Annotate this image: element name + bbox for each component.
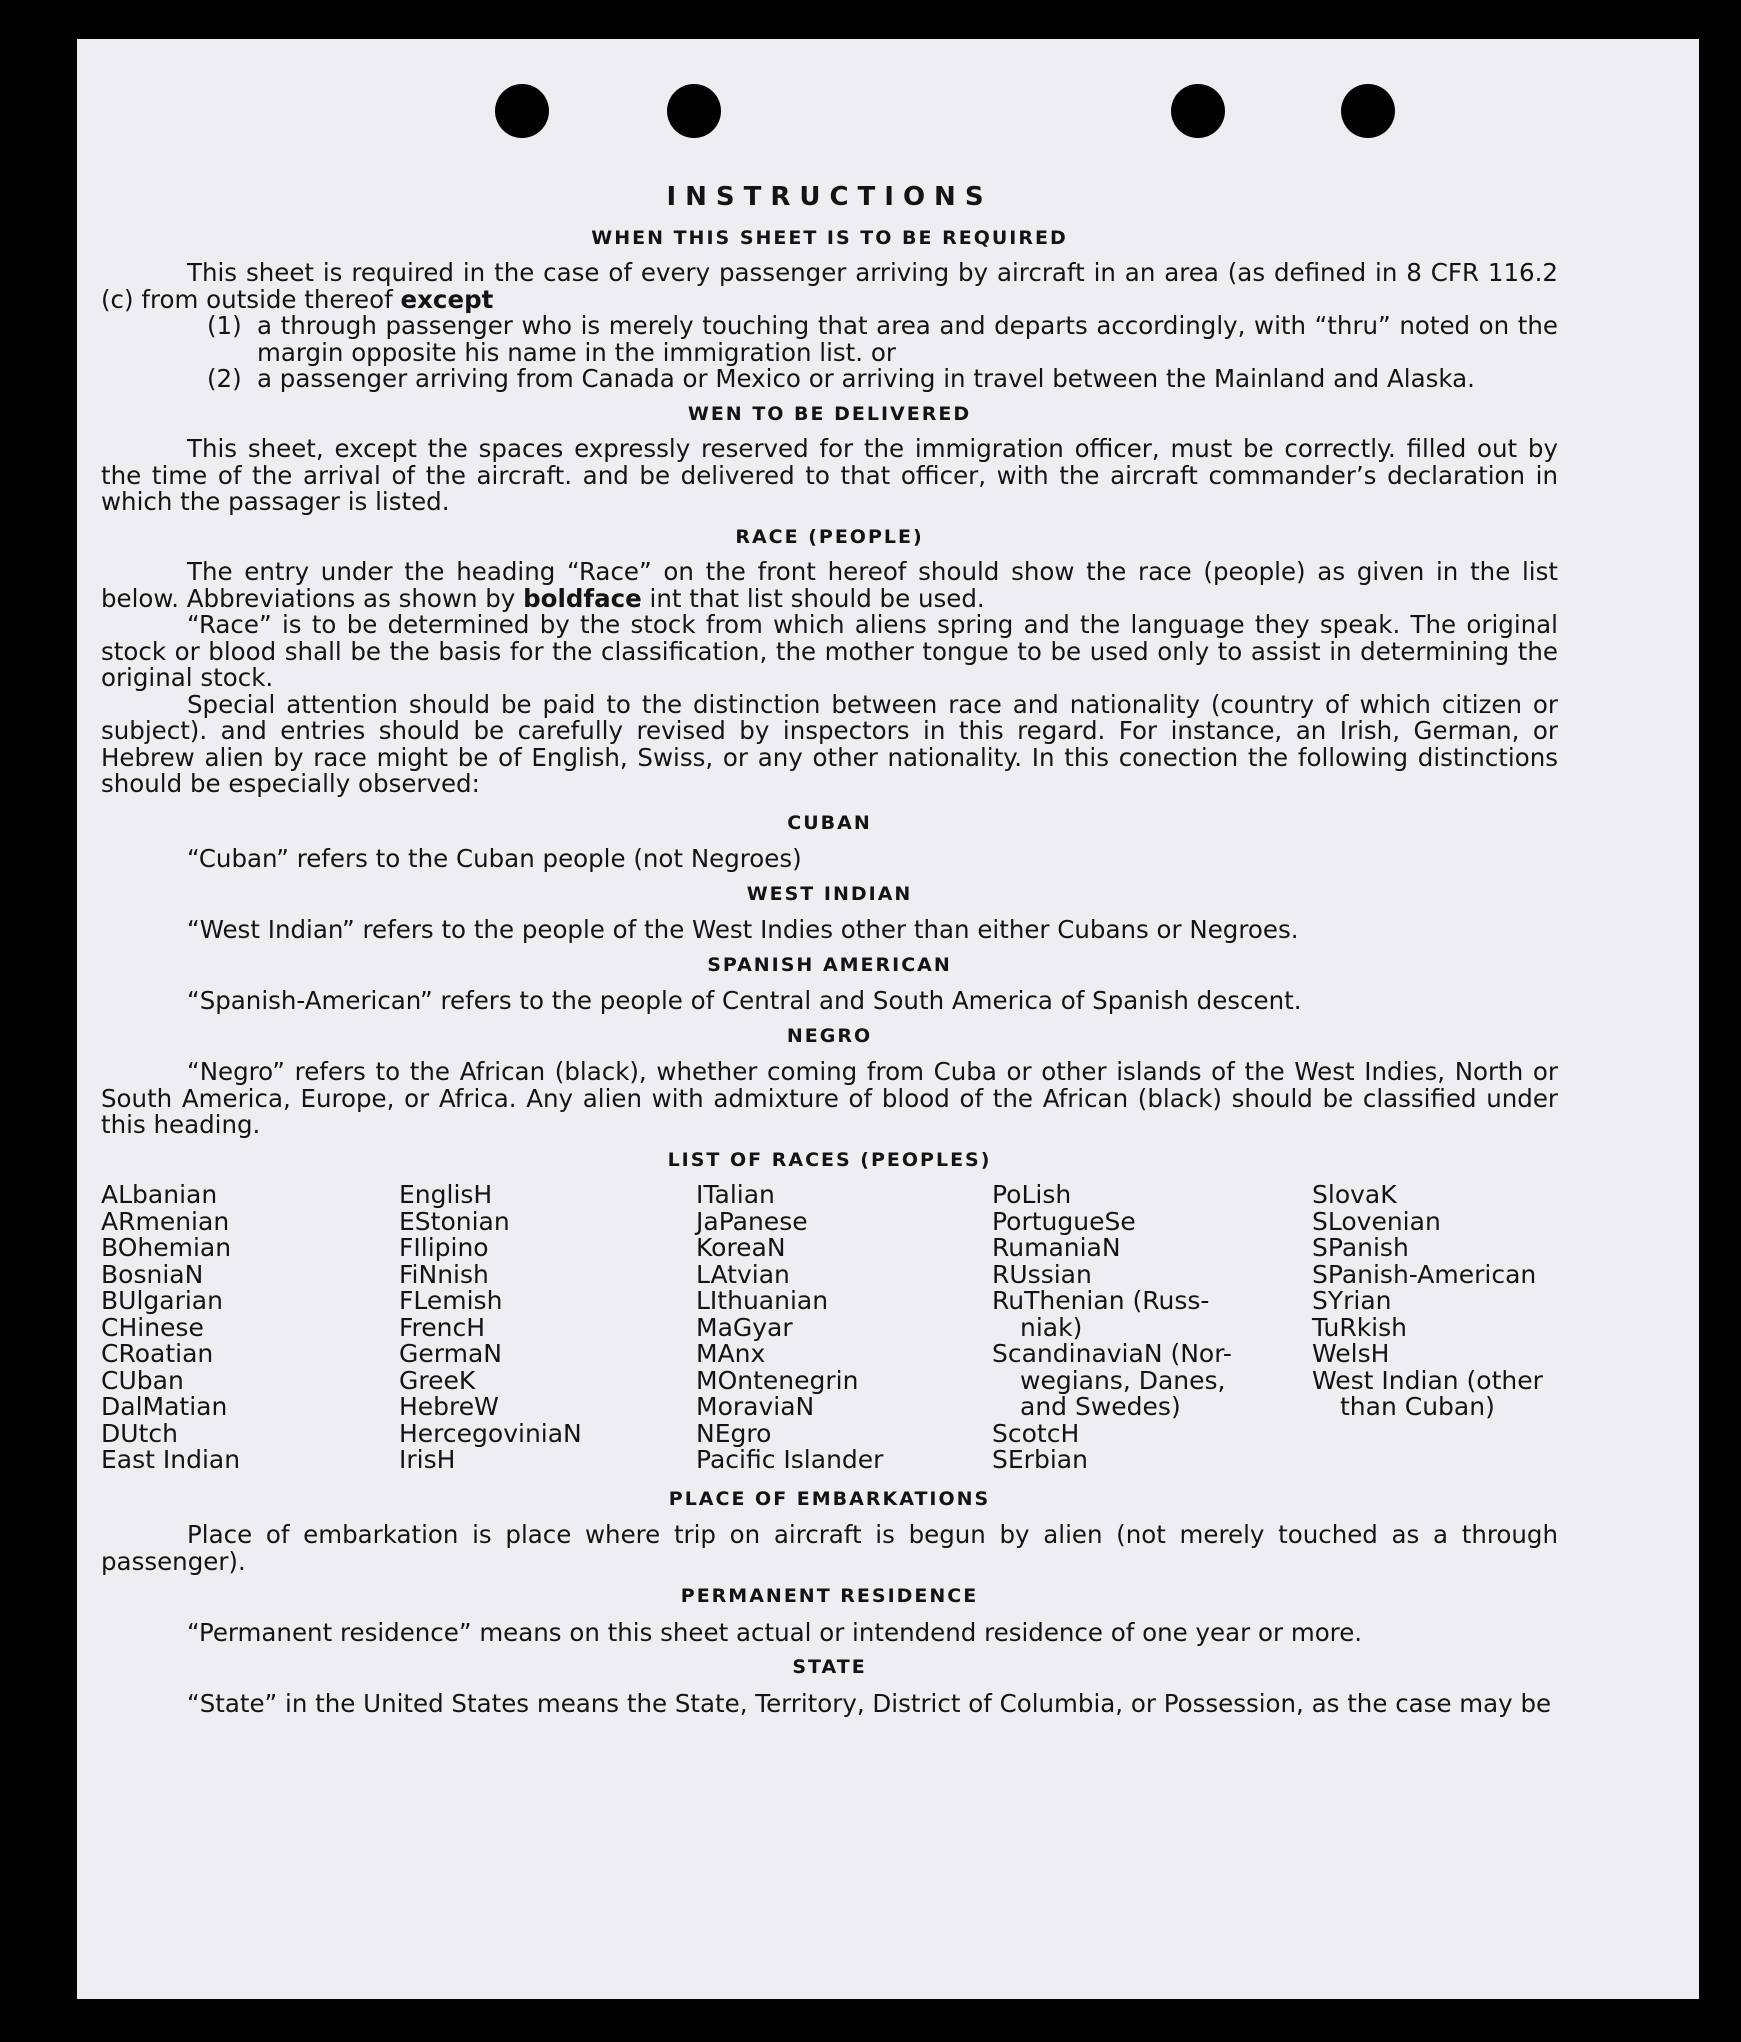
- list-item: HercegoviniaN: [399, 1418, 582, 1448]
- list-item: IrisH: [399, 1445, 456, 1474]
- heading-negro: NEGRO: [786, 1024, 873, 1047]
- list-item: MOntenegrin: [696, 1365, 859, 1395]
- state-text: “State” in the United States means the State, Territory, District of Columbia, or Possession, as the case may be: [187, 1688, 1552, 1718]
- list-item: RUssian: [992, 1259, 1092, 1289]
- heading-west-indian: WEST INDIAN: [746, 882, 913, 905]
- races-column: [399, 1182, 696, 1474]
- list-item: CHinese: [101, 1312, 204, 1342]
- heading-list-of-races: LIST OF RACES (PEOPLES): [667, 1148, 992, 1171]
- list-item: wegians, Danes,: [1020, 1365, 1226, 1395]
- list-item: WelsH: [1312, 1339, 1390, 1368]
- list-item: MoraviaN: [696, 1392, 815, 1421]
- list-item: SErbian: [992, 1445, 1088, 1474]
- list-item: FiNnish: [399, 1259, 489, 1289]
- punch-hole: [1341, 84, 1395, 138]
- race-paragraph-1: The entry under the heading “Race” on the front hereof should show the race (people) as given in the list below. Abbreviations as shown by boldface int that list should be used.: [101, 557, 1558, 613]
- heading-when-required: WHEN THIS SHEET IS TO BE REQUIRED: [591, 226, 1068, 249]
- page-title: INSTRUCTIONS: [666, 182, 993, 212]
- list-item: ScandinaviaN (Nor-: [992, 1339, 1232, 1368]
- list-item: LIthuanian: [696, 1286, 829, 1315]
- list-item: BosniaN: [101, 1259, 204, 1289]
- spanish-american-text: “Spanish-American” refers to the people of Central and South America of Spanish descent.: [187, 986, 1302, 1015]
- list-item: LAtvian: [696, 1259, 790, 1289]
- list-item: RumaniaN: [992, 1233, 1121, 1262]
- punch-hole: [1171, 84, 1225, 138]
- list-item: ARmenian: [101, 1206, 230, 1236]
- list-item: (1) a through passenger who is merely touching that area and departs accordingly, with “thru” noted on the margin opposite his name in the immigration list. or: [207, 311, 1558, 367]
- permanent-residence-text: “Permanent residence” means on this sheet actual or intendend residence of one year or more.: [187, 1617, 1363, 1647]
- list-item: PortugueSe: [992, 1206, 1136, 1236]
- races-column: [101, 1182, 399, 1474]
- list-item: (2) a passenger arriving from Canada or Mexico or arriving in travel between the Mainland and Alaska.: [207, 364, 1475, 393]
- when-delivered-text: This sheet, except the spaces expressly reserved for the immigration officer, must be correctly. filled out by the time of the arrival of the aircraft. and be delivered to that officer, with the aircraft commander’s declaration in which the passager is listed.: [101, 434, 1558, 516]
- list-item: ALbanian: [101, 1180, 218, 1209]
- punch-hole: [667, 84, 721, 138]
- list-item: DalMatian: [101, 1392, 228, 1421]
- list-item: and Swedes): [1020, 1392, 1181, 1421]
- list-item: FLemish: [399, 1286, 503, 1315]
- race-paragraph-2: “Race” is to be determined by the stock from which aliens spring and the language they speak. The original stock or blood shall be the basis for the classification, the mother tongue to be used only to assist in determining the original stock.: [101, 610, 1558, 692]
- list-item: PoLish: [992, 1180, 1072, 1209]
- list-item: NEgro: [696, 1418, 772, 1448]
- list-item: RuThenian (Russ-: [992, 1286, 1210, 1315]
- heading-race: RACE (PEOPLE): [735, 525, 924, 548]
- negro-text: “Negro” refers to the African (black), whether coming from Cuba or other islands of the West Indies, North or South America, Europe, or Africa. Any alien with admixture of blood of the African (black) should be classified under this heading.: [101, 1057, 1558, 1139]
- list-item: CUban: [101, 1365, 184, 1395]
- races-column: [1312, 1182, 1558, 1474]
- document-body: [101, 184, 1558, 1717]
- list-item: HebreW: [399, 1392, 499, 1421]
- list-item: SPanish-American: [1312, 1259, 1537, 1289]
- list-item: SPanish: [1312, 1233, 1409, 1262]
- when-required-intro: This sheet is required in the case of every passenger arriving by aircraft in an area (as defined in 8 CFR 116.2 (c) from outside thereof except: [101, 258, 1558, 314]
- list-item: GreeK: [399, 1365, 476, 1395]
- list-item: West Indian (other: [1312, 1365, 1543, 1395]
- list-item: ScotcH: [992, 1418, 1080, 1448]
- list-item: GermaN: [399, 1339, 502, 1368]
- document-page: [77, 39, 1699, 1999]
- list-item: SYrian: [1312, 1286, 1392, 1315]
- list-item: Pacific Islander: [696, 1445, 884, 1474]
- list-item: KoreaN: [696, 1233, 786, 1262]
- west-indian-text: “West Indian” refers to the people of the West Indies other than either Cubans or Negroes.: [187, 915, 1299, 944]
- heading-spanish-american: SPANISH AMERICAN: [707, 953, 952, 976]
- list-item: FIlipino: [399, 1233, 489, 1262]
- races-column: [696, 1182, 992, 1474]
- list-item: BUlgarian: [101, 1286, 223, 1315]
- heading-embarkation: PLACE OF EMBARKATIONS: [668, 1487, 991, 1510]
- list-item: niak): [1020, 1312, 1083, 1342]
- list-item: SLovenian: [1312, 1206, 1441, 1236]
- heading-cuban: CUBAN: [787, 811, 872, 834]
- heading-when-delivered: WEN TO BE DELIVERED: [687, 402, 972, 425]
- list-item: BOhemian: [101, 1233, 232, 1262]
- races-column: [992, 1182, 1312, 1474]
- punch-hole: [495, 84, 549, 138]
- list-item: East Indian: [101, 1445, 241, 1474]
- list-item: EStonian: [399, 1206, 510, 1236]
- list-item: TuRkish: [1312, 1312, 1407, 1342]
- list-item: CRoatian: [101, 1339, 214, 1368]
- heading-permanent-residence: PERMANENT RESIDENCE: [680, 1585, 979, 1607]
- list-item: MAnx: [696, 1339, 766, 1368]
- list-item: MaGyar: [696, 1312, 793, 1342]
- list-item: EnglisH: [399, 1180, 493, 1209]
- heading-state: STATE: [792, 1656, 867, 1678]
- race-paragraph-3: Special attention should be paid to the distinction between race and nationality (country of which citizen or subject). and entries should be carefully revised by inspectors in this regard. For instance, an Irish, German, or Hebrew alien by race might be of English, Swiss, or any other nationality. In this conection the following distinctions should be especially observed:: [101, 689, 1558, 798]
- list-item: ITalian: [696, 1180, 775, 1209]
- list-item: DUtch: [101, 1418, 178, 1448]
- cuban-text: “Cuban” refers to the Cuban people (not Negroes): [187, 844, 802, 873]
- embarkation-text: Place of embarkation is place where trip on aircraft is begun by alien (not merely touched as a through passenger).: [101, 1520, 1558, 1576]
- list-item: FrencH: [399, 1312, 486, 1342]
- list-item: than Cuban): [1340, 1392, 1495, 1421]
- races-list: [101, 1182, 1558, 1474]
- list-item: SlovaK: [1312, 1180, 1397, 1209]
- list-item: JaPanese: [696, 1206, 808, 1236]
